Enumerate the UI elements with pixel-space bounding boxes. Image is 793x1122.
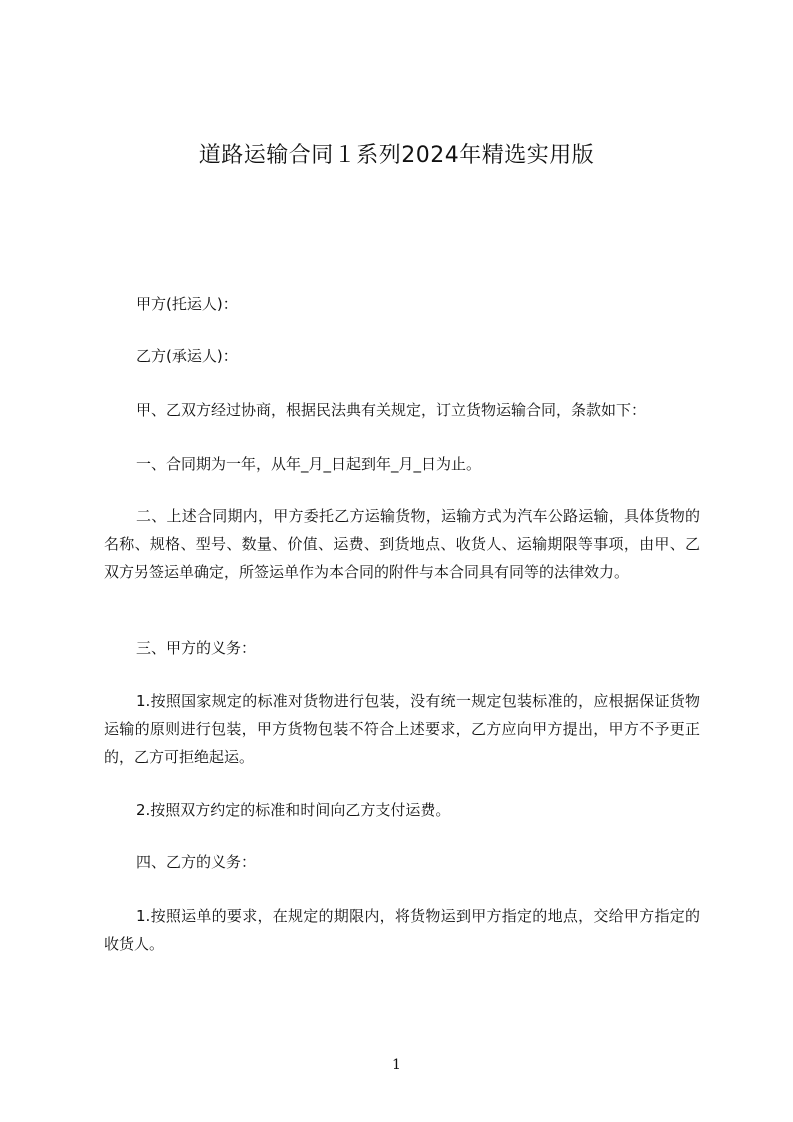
page-number: 1: [392, 1057, 401, 1073]
clause-3-heading: 三、甲方的义务：: [136, 639, 257, 657]
document-title: 道路运输合同１系列2024年精选实用版: [198, 143, 595, 168]
clause-3-item-2: 2.按照双方约定的标准和时间向乙方支付运费。: [136, 801, 451, 819]
clause-4-heading: 四、乙方的义务：: [136, 853, 257, 871]
party-b-line: 乙方(承运人)：: [136, 347, 238, 365]
clause-4-item-1: 1.按照运单的要求，在规定的期限内，将货物运到甲方指定的地点，交给甲方指定的收货人。: [104, 907, 700, 953]
preamble-paragraph: 甲、乙双方经过协商，根据民法典有关规定，订立货物运输合同，条款如下：: [136, 401, 647, 419]
clause-2-scope: 二、上述合同期内，甲方委托乙方运输货物，运输方式为汽车公路运输，具体货物的名称、规格、型号、数量、价值、运费、到货地点、收货人、运输期限等事项，由甲、乙双方另签运单确定，所签运单作为本合同的附件与本合同具有同等的法律效力。: [104, 507, 700, 581]
party-a-line: 甲方(托运人)：: [136, 295, 238, 313]
clause-1-term: 一、合同期为一年，从年_月_日起到年_月_日为止。: [136, 455, 482, 473]
clause-3-item-1: 1.按照国家规定的标准对货物进行包装，没有统一规定包装标准的，应根据保证货物运输的原则进行包装，甲方货物包装不符合上述要求，乙方应向甲方提出，甲方不予更正的，乙方可拒绝起运。: [104, 692, 700, 766]
